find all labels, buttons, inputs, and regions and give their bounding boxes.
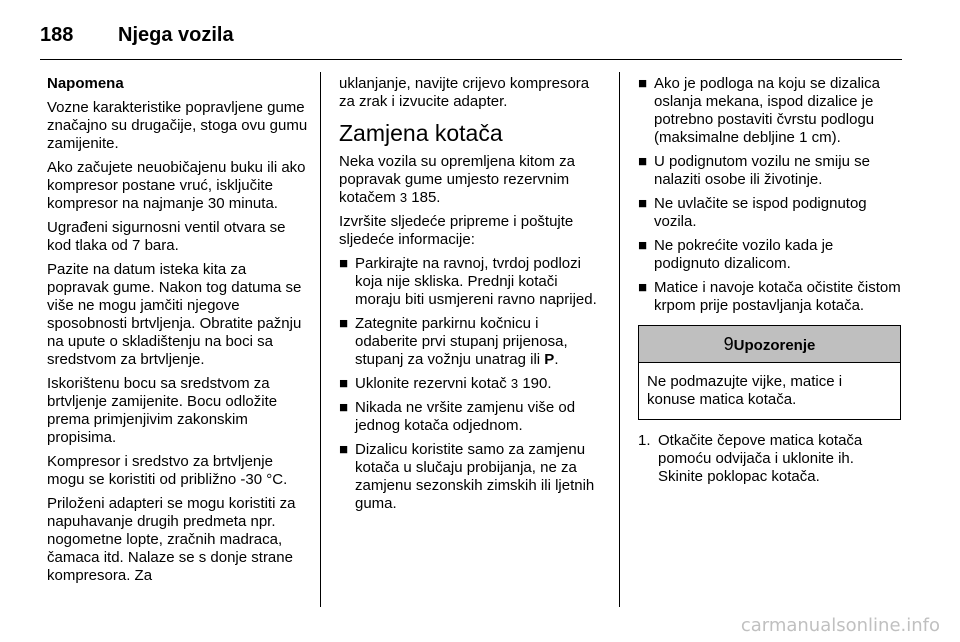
list-item-text: Zategnite parkirnu kočnicu i odaberite prvi stupanj prijenosa, stupanj za vožnju unatrag ili (355, 315, 568, 368)
bullet-icon: ■ (638, 237, 648, 254)
list-item-text: Uklonite rezervni kotač (355, 375, 507, 392)
warning-box (638, 325, 901, 420)
list-item (339, 399, 602, 435)
paragraph: Priloženi adapteri se mogu koristiti za napuhavanje drugih predmeta npr. nogometne lopte, zračnih madraca, čamaca itd. Nalaze se s donje strane kompresora. Za (47, 495, 296, 584)
prep-paragraph: Izvršite sljedeće pripreme i poštujte sljedeće informacije: (339, 213, 574, 248)
column-divider-1 (320, 72, 321, 607)
paragraph: Kompresor i sredstvo za brtvljenje mogu se koristiti od približno -30 °C. (47, 453, 288, 488)
gear-end: . (554, 351, 559, 368)
bullet-icon: ■ (339, 255, 349, 272)
page-ref-arrow-icon: 3 (399, 190, 408, 205)
steps-list (638, 432, 901, 486)
paragraph: Ugrađeni sigurnosni ventil otvara se kod tlaka od 7 bara. (47, 219, 286, 254)
warning-text: Ne podmazujte vijke, matice i konuse matica kotača. (647, 373, 843, 408)
list-item (339, 375, 602, 393)
safety-list (638, 75, 901, 315)
bullet-icon: ■ (638, 195, 648, 212)
page-ref-link[interactable]: 190. (522, 375, 552, 392)
page-number: 188 (40, 23, 74, 46)
warning-title: Upozorenje (733, 337, 816, 354)
step-item (638, 432, 901, 486)
paragraph: Vozne karakteristike popravljene gume značajno su drugačije, stoga ovu gumu zamijenite. (47, 99, 308, 152)
list-item-text: Matice i navoje kotača očistite čistom krpom prije postavljanja kotača. (654, 279, 901, 314)
list-item (638, 75, 901, 147)
page-ref-link[interactable]: 185. (411, 189, 441, 206)
bullet-icon: ■ (339, 375, 349, 392)
page-header (40, 20, 234, 50)
gear-letter: P (544, 351, 555, 368)
column-1 (47, 75, 310, 591)
paragraph: Pazite na datum isteka kita za popravak gume. Nakon tog datuma se više ne mogu jamčiti njegove sposobnosti brtvljenja. Obratite pažnju na upute o skladištenju na boci sa sredstvom za brtvljenje. (47, 261, 302, 368)
paragraph: Ako začujete neuobičajenu buku ili ako kompresor postane vruć, isključite kompresor na najmanje 30 minuta. (47, 159, 306, 212)
bullet-icon: ■ (339, 441, 349, 458)
column-2 (339, 75, 602, 519)
list-item-text: Ako je podloga na koju se dizalica oslanja mekana, ispod dizalice je potrebno postaviti čvrstu podlogu (maksimalne debljine 1 cm). (654, 75, 880, 146)
warning-header (639, 326, 900, 363)
intro-paragraph (339, 153, 602, 207)
warning-triangle-icon: 9 (723, 334, 734, 354)
list-item (339, 255, 602, 309)
paragraph-continuation: uklanjanje, navijte crijevo kompresora za zrak i izvucite adapter. (339, 75, 590, 110)
header-divider (40, 59, 902, 60)
bullet-icon: ■ (638, 153, 648, 170)
bullet-icon: ■ (339, 315, 349, 332)
list-item-text: Ne uvlačite se ispod podignutog vozila. (654, 195, 867, 230)
list-item-text: Dizalicu koristite samo za zamjenu kotača u slučaju probijanja, ne za zamjenu sezonskih zimskih ili ljetnih guma. (355, 441, 595, 512)
watermark: carmanualsonline.info (740, 615, 940, 636)
step-number: 1. (638, 432, 651, 449)
list-item-text: Nikada ne vršite zamjenu više od jednog kotača odjednom. (355, 399, 576, 434)
bullet-icon: ■ (339, 399, 349, 416)
note-title: Napomena (47, 75, 124, 92)
list-item (638, 195, 901, 231)
page-ref-arrow-icon: 3 (510, 376, 519, 391)
list-item-text: U podignutom vozilu ne smiju se nalaziti osobe ili životinje. (654, 153, 870, 188)
bullet-icon: ■ (638, 279, 648, 296)
column-divider-2 (619, 72, 620, 607)
page-title: Njega vozila (118, 23, 234, 46)
intro-text: Neka vozila su opremljena kitom za popravak gume umjesto rezervnim kotačem (339, 153, 575, 206)
list-item-text: Ne pokrećite vozilo kada je podignuto dizalicom. (654, 237, 834, 272)
bullet-icon: ■ (638, 75, 648, 92)
paragraph: Iskorištenu bocu sa sredstvom za brtvljenje zamijenite. Bocu odložite prema primjenjivim zakonskim propisima. (47, 375, 278, 446)
section-heading: Zamjena kotača (339, 120, 503, 146)
column-3 (638, 75, 901, 486)
list-item (638, 279, 901, 315)
prep-list (339, 255, 602, 513)
list-item (638, 237, 901, 273)
list-item (339, 441, 602, 513)
list-item (638, 153, 901, 189)
list-item-text: Parkirajte na ravnoj, tvrdoj podlozi koja nije skliska. Prednji kotači moraju biti usmjereni ravno naprijed. (355, 255, 597, 308)
step-text: Otkačite čepove matica kotača pomoću odvijača i uklonite ih. Skinite poklopac kotača. (658, 432, 863, 485)
list-item (339, 315, 602, 369)
